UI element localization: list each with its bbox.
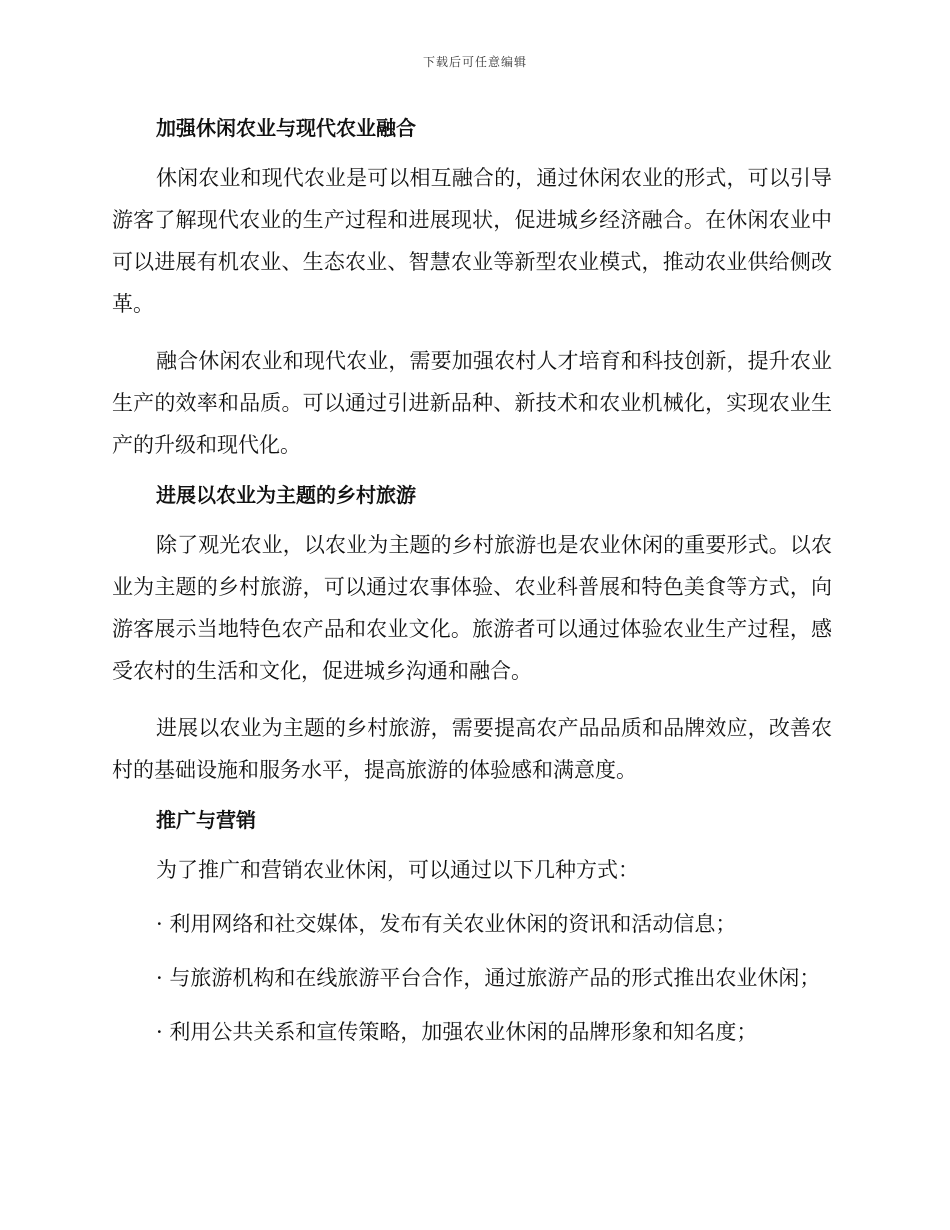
paragraph-5: 为了推广和营销农业休闲，可以通过以下几种方式： (156, 858, 639, 882)
paragraph-2: 融合休闲农业和现代农业，需要加强农村人才培育和科技创新，提升农业生产的效率和品质。可以通过引进新品种、新技术和农业机械化，实现农业生产的升级和现代化。 (112, 349, 832, 457)
section-heading-1: 加强休闲农业与现代农业融合 (156, 116, 416, 140)
paragraph-1: 休闲农业和现代农业是可以相互融合的，通过休闲农业的形式，可以引导游客了解现代农业的生产过程和进展现状，促进城乡经济融合。在休闲农业中可以进展有机农业、生态农业、智慧农业等新型农业模式，推动农业供给侧改革。 (112, 166, 832, 316)
bullet-item-3: · 利用公共关系和宣传策略，加强农业休闲的品牌形象和知名度； (156, 1020, 758, 1044)
paragraph-4: 进展以农业为主题的乡村旅游，需要提高农产品品质和品牌效应，改善农村的基础设施和服务水平，提高旅游的体验感和满意度。 (112, 716, 832, 782)
page-header: 下载后可任意编辑 (422, 55, 527, 69)
section-heading-3: 推广与营销 (156, 808, 256, 832)
section-heading-2: 进展以农业为主题的乡村旅游 (156, 483, 416, 507)
paragraph-3: 除了观光农业，以农业为主题的乡村旅游也是农业休闲的重要形式。以农业为主题的乡村旅游，可以通过农事体验、农业科普展和特色美食等方式，向游客展示当地特色农产品和农业文化。旅游者可以通过体验农业生产过程，感受农村的生活和文化，促进城乡沟通和融合。 (112, 533, 832, 683)
bullet-item-1: · 利用网络和社交媒体，发布有关农业休闲的资讯和活动信息； (156, 912, 737, 936)
document-body (112, 110, 832, 1053)
bullet-item-2: · 与旅游机构和在线旅游平台合作，通过旅游产品的形式推出农业休闲； (156, 966, 821, 990)
